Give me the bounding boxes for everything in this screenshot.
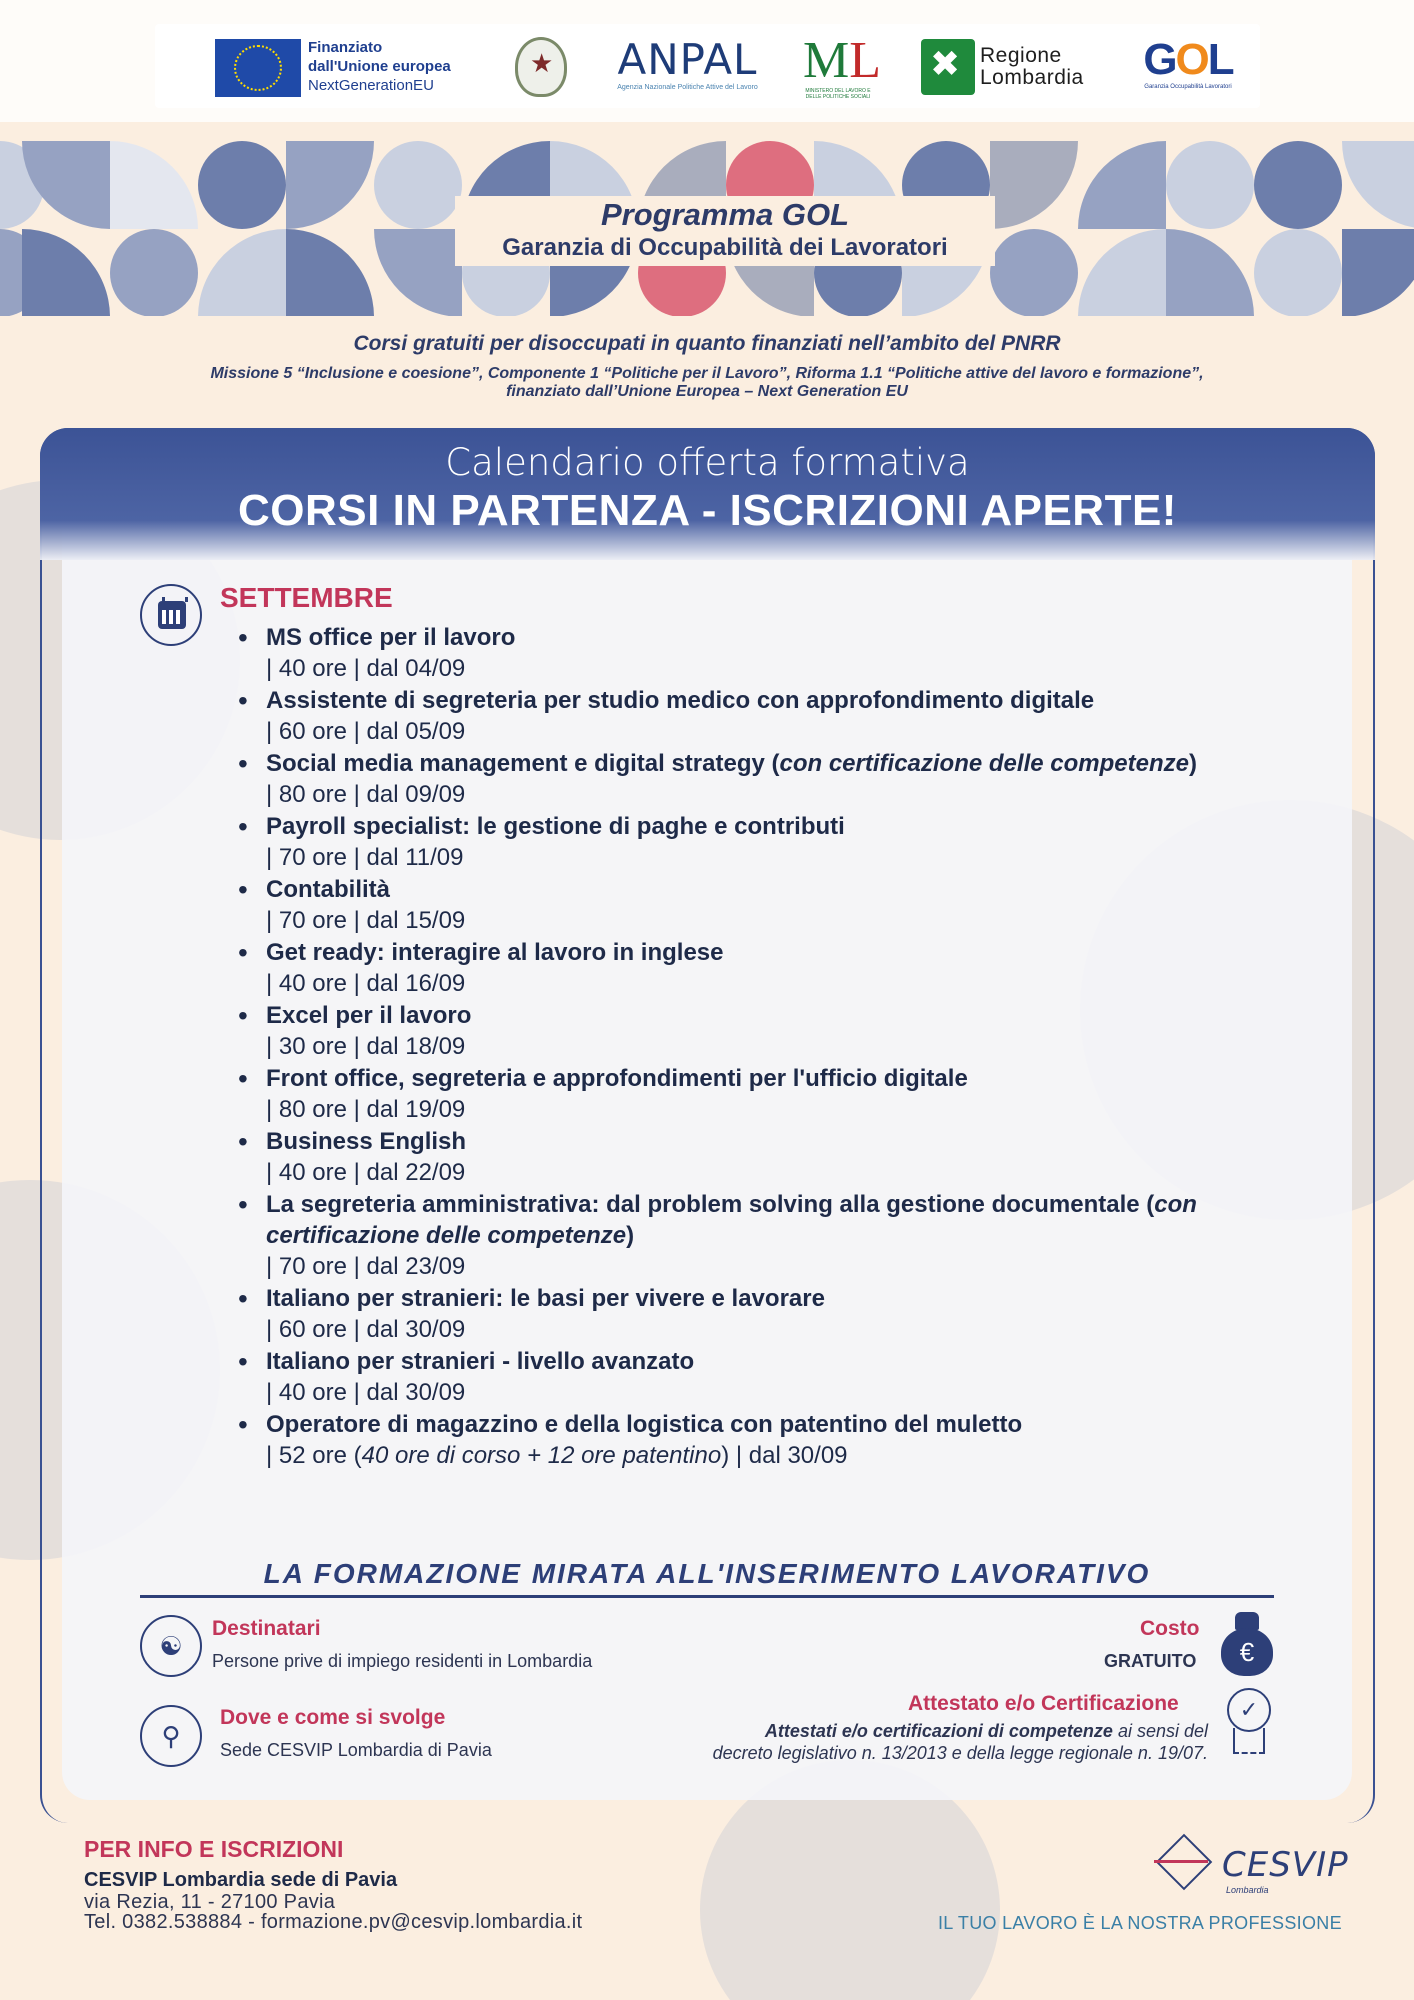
- list-item: [236, 1189, 1276, 1283]
- course-detail: | 40 ore | dal 04/09: [266, 655, 466, 682]
- gol-logo: GOL Garanzia Occupabilità Lavoratori: [1140, 36, 1236, 96]
- eu-line-3: NextGenerationEU: [308, 77, 434, 94]
- course-name: • Business English: [266, 1128, 467, 1155]
- course-detail: [266, 1440, 1276, 1472]
- course-detail: | 40 ore | dal 16/09: [266, 970, 466, 997]
- footer-info-label: PER INFO E ISCRIZIONI: [84, 1836, 344, 1862]
- footer-org: CESVIP Lombardia sede di Pavia: [84, 1869, 398, 1891]
- destinatari-label: Destinatari: [212, 1617, 321, 1640]
- pnrr-line-1: Missione 5 “Inclusione e coesione”, Componente 1 “Politiche per il Lavoro”, Riforma 1.1 “Politiche attive del lavoro e formazione”,: [210, 365, 1204, 382]
- course-detail-part: ) | dal 30/09: [721, 1442, 848, 1469]
- course-name-part: ): [1188, 750, 1197, 777]
- course-name-italic: con certificazione delle competenze: [779, 750, 1189, 777]
- course-name-italic: con certificazione delle competenze: [266, 1191, 1197, 1249]
- eu-funding-label: [308, 38, 451, 95]
- course-detail: | 40 ore | dal 30/09: [266, 1379, 466, 1406]
- course-detail: | 60 ore | dal 05/09: [266, 718, 466, 745]
- course-detail: | 30 ore | dal 18/09: [266, 1033, 466, 1060]
- calendar-icon: [140, 584, 202, 646]
- destinatari-text: Persone prive di impiego residenti in Lombardia: [212, 1651, 593, 1671]
- ministero-sub: MINISTERO DEL LAVORO E DELLE POLITICHE SOCIALI: [805, 88, 871, 100]
- attestato-bold: Attestati e/o certificazioni di competenze: [764, 1721, 1113, 1741]
- eu-line-1: Finanziato: [308, 39, 383, 56]
- list-item: [236, 811, 1276, 874]
- footer-contacts[interactable]: Tel. 0382.538884 - formazione.pv@cesvip.lombardia.it: [84, 1911, 583, 1933]
- program-title-box: [455, 196, 995, 266]
- calendar-heading: Calendario offerta formativa: [445, 441, 970, 484]
- course-name: • MS office per il lavoro: [266, 624, 516, 651]
- pnrr-text: [150, 365, 1264, 401]
- course-name: • Get ready: interagire al lavoro in inglese: [266, 939, 724, 966]
- list-item: [236, 685, 1276, 748]
- pnrr-title: Corsi gratuiti per disoccupati in quanto finanziati nell’ambito del PNRR: [353, 332, 1061, 355]
- course-detail: | 80 ore | dal 09/09: [266, 781, 466, 808]
- eu-line-2: dall'Unione europea: [308, 58, 451, 75]
- course-name: • Payroll specialist: le gestione di paghe e contributi: [266, 813, 845, 840]
- regione-line-1: Regione: [980, 44, 1062, 67]
- list-item: [236, 622, 1276, 685]
- program-title: Programma GOL: [600, 197, 850, 232]
- course-detail: | 70 ore | dal 15/09: [266, 907, 466, 934]
- course-name-part: La segreteria amministrativa: dal problem solving alla gestione documentale (: [266, 1191, 1155, 1218]
- course-detail: | 80 ore | dal 19/09: [266, 1096, 466, 1123]
- enrollment-banner: CORSI IN PARTENZA - ISCRIZIONI APERTE!: [238, 486, 1177, 535]
- formazione-heading: LA FORMAZIONE MIRATA ALL'INSERIMENTO LAVORATIVO: [263, 1558, 1151, 1589]
- cesvip-brand-sub: Lombardia: [1226, 1885, 1269, 1895]
- course-name: • Assistente di segreteria per studio medico con approfondimento digitale: [266, 687, 1095, 714]
- course-name: • Front office, segreteria e approfondimenti per l'ufficio digitale: [266, 1065, 968, 1092]
- certificate-badge-icon: ✓: [1225, 1688, 1273, 1754]
- ministero-lavoro-logo: ML MINISTERO DEL LAVORO E DELLE POLITICHE SOCIALI: [803, 32, 882, 100]
- anpal-logo: [605, 36, 770, 96]
- course-name: [266, 1189, 1276, 1251]
- cesvip-brand: CESVIP: [1222, 1845, 1349, 1885]
- course-detail: | 60 ore | dal 30/09: [266, 1316, 466, 1343]
- costo-label: Costo: [1140, 1617, 1200, 1640]
- list-item: [236, 1346, 1276, 1409]
- course-name: • Italiano per stranieri: le basi per vivere e lavorare: [266, 1285, 825, 1312]
- course-card-header: [40, 428, 1375, 560]
- course-detail: | 40 ore | dal 22/09: [266, 1159, 466, 1186]
- course-name: • Italiano per stranieri - livello avanzato: [266, 1348, 695, 1375]
- pnrr-line-2: finanziato dall’Unione Europea – Next Generation EU: [506, 383, 908, 400]
- eu-flag-icon: [215, 39, 301, 97]
- italian-emblem-icon: [515, 37, 567, 97]
- attestato-rest-2: decreto legislativo n. 13/2013 e della legge regionale n. 19/07.: [712, 1743, 1208, 1763]
- attestato-label: Attestato e/o Certificazione: [908, 1692, 1179, 1715]
- course-list: [236, 622, 1276, 1472]
- list-item: [236, 1063, 1276, 1126]
- people-network-icon: ☯: [140, 1615, 202, 1677]
- cesvip-tagline: IL TUO LAVORO È LA NOSTRA PROFESSIONE: [938, 1913, 1342, 1933]
- dove-label: Dove e come si svolge: [220, 1706, 446, 1729]
- costo-text: GRATUITO: [1104, 1651, 1197, 1671]
- attestato-rest-1: ai sensi del: [1112, 1721, 1208, 1741]
- formazione-divider: [140, 1595, 1274, 1598]
- course-name: • Excel per il lavoro: [266, 1002, 472, 1029]
- list-item: [236, 874, 1276, 937]
- gol-sub: Garanzia Occupabilità Lavoratori: [1144, 84, 1232, 90]
- month-label: SETTEMBRE: [220, 582, 393, 613]
- list-item: [236, 748, 1276, 811]
- course-detail-italic: 40 ore di corso + 12 ore patentino: [361, 1442, 722, 1469]
- regione-lombardia-label: [980, 45, 1084, 89]
- list-item: [236, 1000, 1276, 1063]
- course-detail: | 70 ore | dal 11/09: [266, 844, 464, 871]
- course-name: [266, 748, 1276, 779]
- list-item: [236, 1126, 1276, 1189]
- dove-text: Sede CESVIP Lombardia di Pavia: [220, 1740, 492, 1760]
- list-item: [236, 937, 1276, 1000]
- course-detail: | 70 ore | dal 23/09: [266, 1253, 466, 1280]
- anpal-word: ANPAL: [617, 35, 758, 84]
- cesvip-diamond-icon: [1150, 1836, 1212, 1892]
- course-detail-part: | 52 ore (: [266, 1442, 362, 1469]
- anpal-sub: Agenzia Nazionale Politiche Attive del Lavoro: [617, 84, 758, 91]
- regione-line-2: Lombardia: [980, 66, 1084, 89]
- money-bag-icon: €: [1221, 1612, 1273, 1676]
- program-subtitle: Garanzia di Occupabilità dei Lavoratori: [502, 234, 948, 261]
- regione-lombardia-icon: [921, 39, 975, 95]
- map-pin-icon: ⚲: [140, 1705, 202, 1767]
- course-name-part: ): [626, 1222, 635, 1249]
- course-name: • Contabilità: [266, 876, 390, 903]
- course-name: • Operatore di magazzino e della logistica con patentino del muletto: [266, 1411, 1023, 1438]
- list-item: [236, 1283, 1276, 1346]
- list-item: [236, 1409, 1276, 1472]
- course-name-part: Social media management e digital strategy (: [266, 750, 780, 777]
- footer-address: via Rezia, 11 - 27100 Pavia: [84, 1891, 336, 1913]
- attestato-text: [640, 1720, 1208, 1764]
